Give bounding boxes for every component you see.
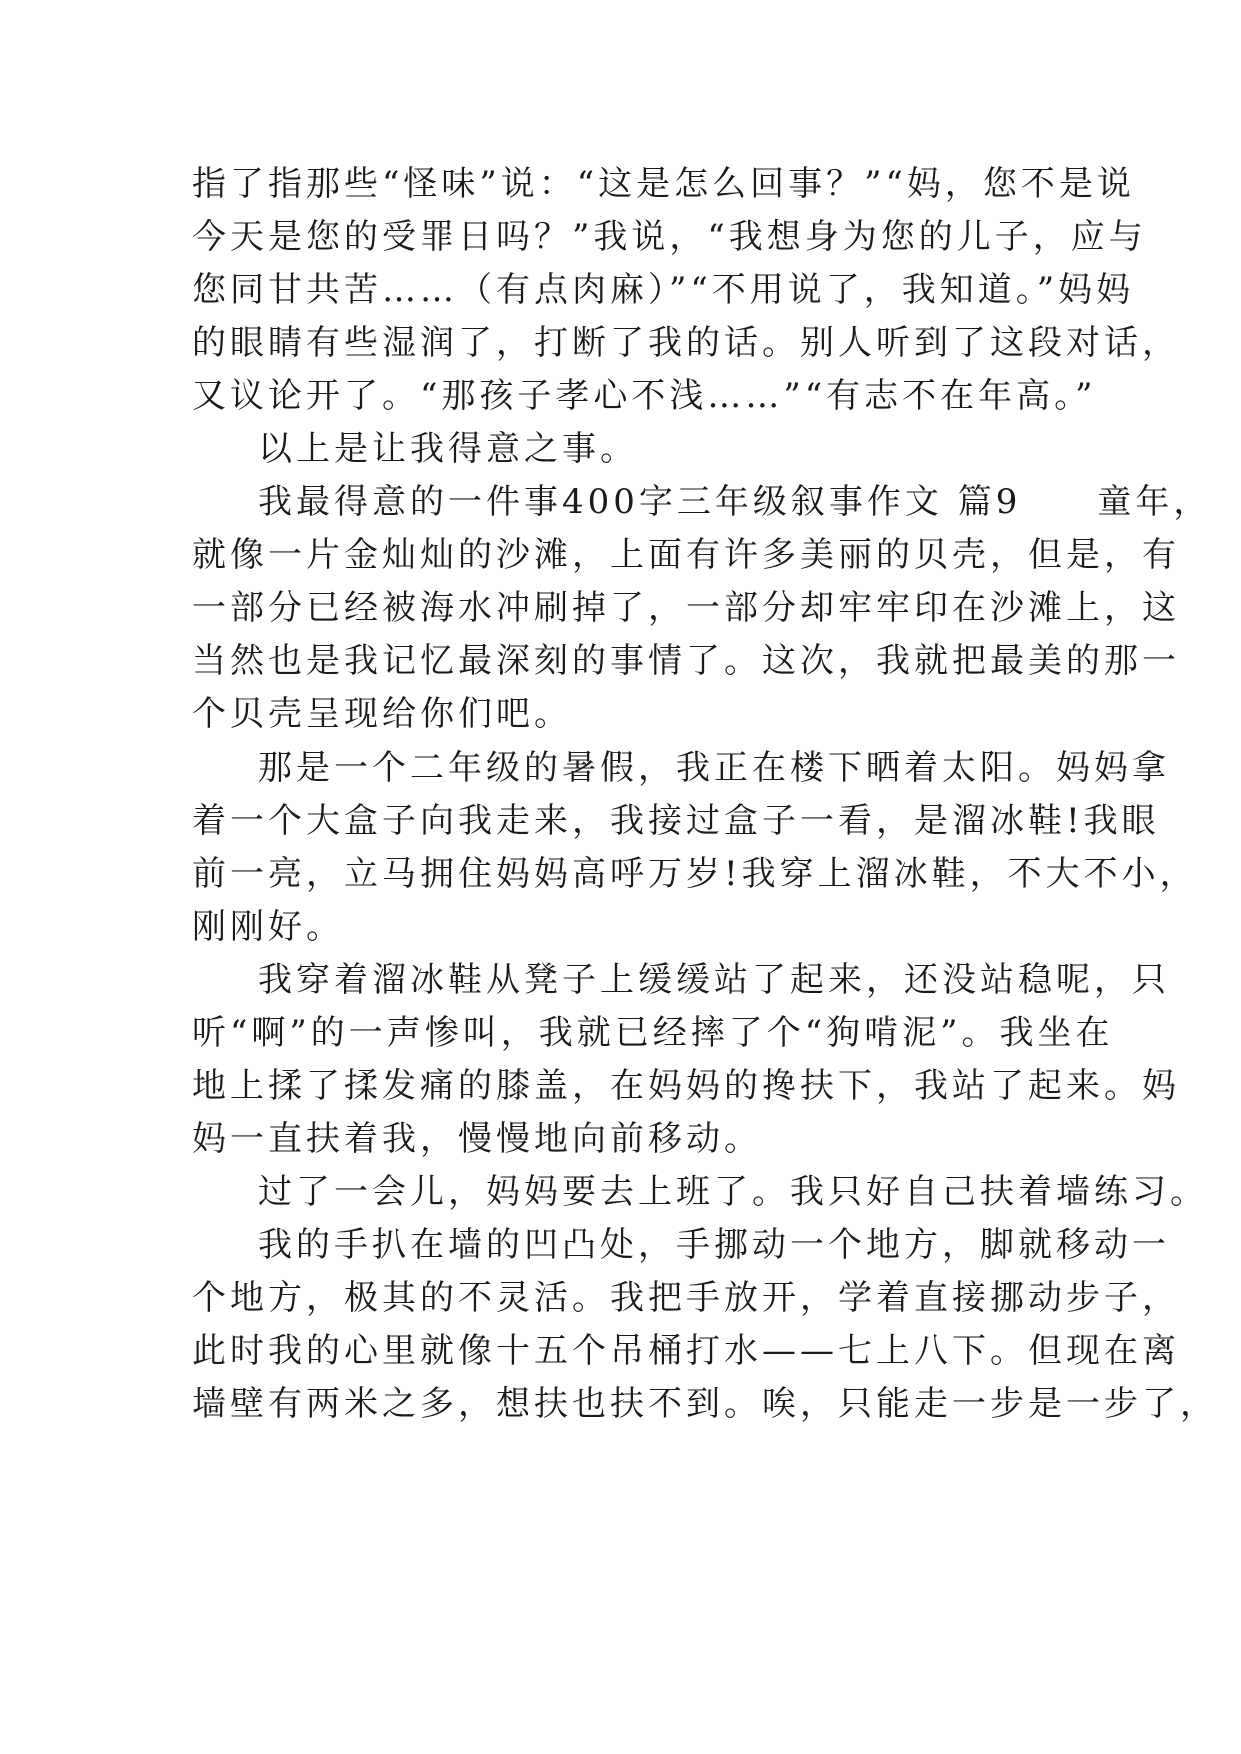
text-line: 今天是您的受罪日吗？”我说，“我想身为您的儿子，应与 [192, 217, 1147, 257]
text-line: 指了指那些“怪味”说：“这是怎么回事？”“妈，您不是说 [192, 164, 1135, 204]
text-line: 您同甘共苦……（有点肉麻）”“不用说了，我知道。”妈妈 [192, 270, 1135, 310]
text-line: 又议论开了。“那孩子孝心不浅……”“有志不在年高。” [192, 376, 1097, 416]
text-line: 那是一个二年级的暑假，我正在楼下晒着太阳。妈妈拿 [258, 748, 1170, 788]
text-line: 刚刚好。 [192, 907, 344, 947]
text-line: 过了一会儿，妈妈要去上班了。我只好自己扶着墙练习。 [258, 1172, 1208, 1212]
text-line: 我的手扒在墙的凹凸处，手挪动一个地方，脚就移动一 [258, 1225, 1170, 1265]
text-line: 当然也是我记忆最深刻的事情了。这次，我就把最美的那一 [192, 641, 1180, 681]
text-line: 以上是让我得意之事。 [258, 429, 638, 469]
text-line: 一部分已经被海水冲刷掉了，一部分却牢牢印在沙滩上，这 [192, 588, 1180, 628]
text-line: 我最得意的一件事400字三年级叙事作文 篇9 童年， [258, 482, 1212, 522]
text-line: 妈一直扶着我，慢慢地向前移动。 [192, 1119, 762, 1159]
text-line: 前一亮，立马拥住妈妈高呼万岁!我穿上溜冰鞋，不大不小， [192, 854, 1198, 894]
text-line: 地上揉了揉发痛的膝盖，在妈妈的搀扶下，我站了起来。妈 [192, 1066, 1180, 1106]
text-line: 就像一片金灿灿的沙滩，上面有许多美丽的贝壳，但是，有 [192, 535, 1180, 575]
text-line: 此时我的心里就像十五个吊桶打水——七上八下。但现在离 [192, 1331, 1180, 1371]
text-line: 墙壁有两米之多，想扶也扶不到。唉，只能走一步是一步了， [192, 1384, 1218, 1424]
text-line: 我穿着溜冰鞋从凳子上缓缓站了起来，还没站稳呢，只 [258, 960, 1170, 1000]
text-line: 的眼睛有些湿润了，打断了我的话。别人听到了这段对话， [192, 323, 1180, 363]
text-line: 个贝壳呈现给你们吧。 [192, 694, 572, 734]
text-line: 听“啊”的一声惨叫，我就已经摔了个“狗啃泥”。我坐在 [192, 1013, 1114, 1053]
text-line: 个地方，极其的不灵活。我把手放开，学着直接挪动步子， [192, 1278, 1180, 1318]
text-line: 着一个大盒子向我走来，我接过盒子一看，是溜冰鞋!我眼 [192, 801, 1160, 841]
